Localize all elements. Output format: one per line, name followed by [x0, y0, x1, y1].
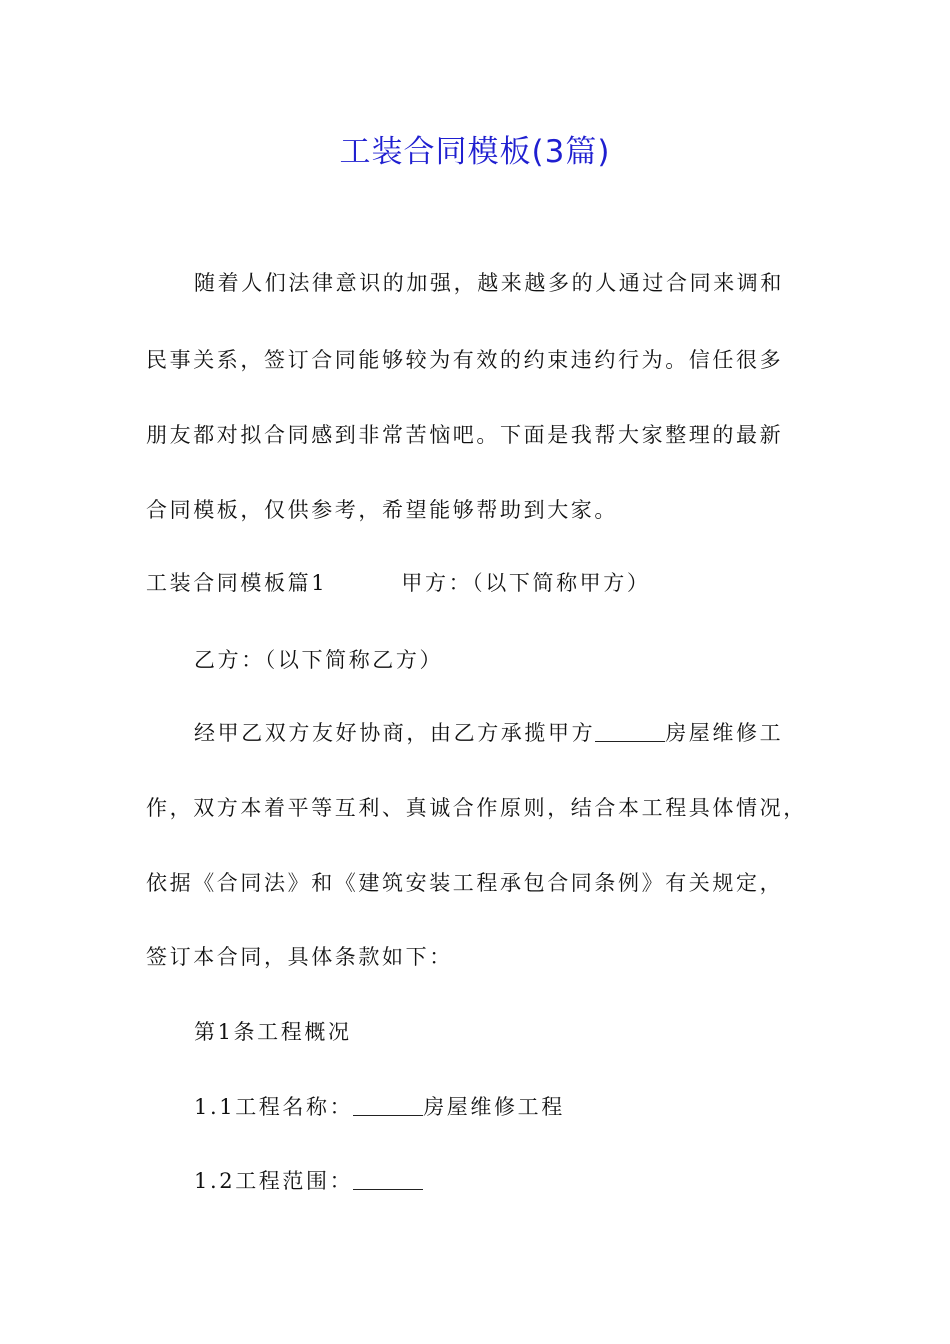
agreement-line-1-pre: 经甲乙双方友好协商，由乙方承揽甲方 — [194, 721, 596, 745]
intro-line-4: 合同模板，仅供参考，希望能够帮助到大家。 — [146, 498, 618, 522]
item-1-2-label: 1.2工程范围： — [194, 1169, 354, 1193]
agreement-line-1-post: 房屋维修工 — [665, 721, 784, 745]
item-1-1 — [194, 1092, 884, 1122]
blank-underline — [353, 1095, 423, 1116]
intro-line-1: 随着人们法律意识的加强，越来越多的人通过合同来调和 — [194, 271, 784, 295]
agreement-line-4: 签订本合同，具体条款如下： — [146, 945, 453, 969]
section1-heading: 工装合同模板篇1 — [146, 571, 328, 595]
intro-line-3: 朋友都对拟合同感到非常苦恼吧。下面是我帮大家整理的最新 — [146, 423, 784, 447]
item-1-1-label: 1.1工程名称： — [194, 1095, 354, 1119]
agreement-line-3: 依据《合同法》和《建筑安装工程承包合同条例》有关规定， — [146, 871, 784, 895]
blank-underline — [595, 721, 665, 742]
agreement-line-2: 作，双方本着平等互利、真诚合作原则，结合本工程具体情况， — [146, 796, 807, 820]
party-b-text: 乙方：（以下简称乙方） — [194, 648, 444, 672]
intro-line-2: 民事关系，签订合同能够较为有效的约束违约行为。信任很多 — [146, 348, 784, 372]
document-title: 工装合同模板(3篇) — [339, 134, 611, 170]
item-1-2 — [194, 1166, 884, 1196]
agreement-line-1 — [194, 718, 884, 748]
blank-underline — [353, 1169, 423, 1190]
article-1-heading: 第1条工程概况 — [194, 1020, 352, 1044]
party-a-text: 甲方：（以下简称甲方） — [401, 571, 651, 595]
section-heading-line — [146, 568, 836, 598]
item-1-1-value: 房屋维修工程 — [423, 1095, 565, 1119]
